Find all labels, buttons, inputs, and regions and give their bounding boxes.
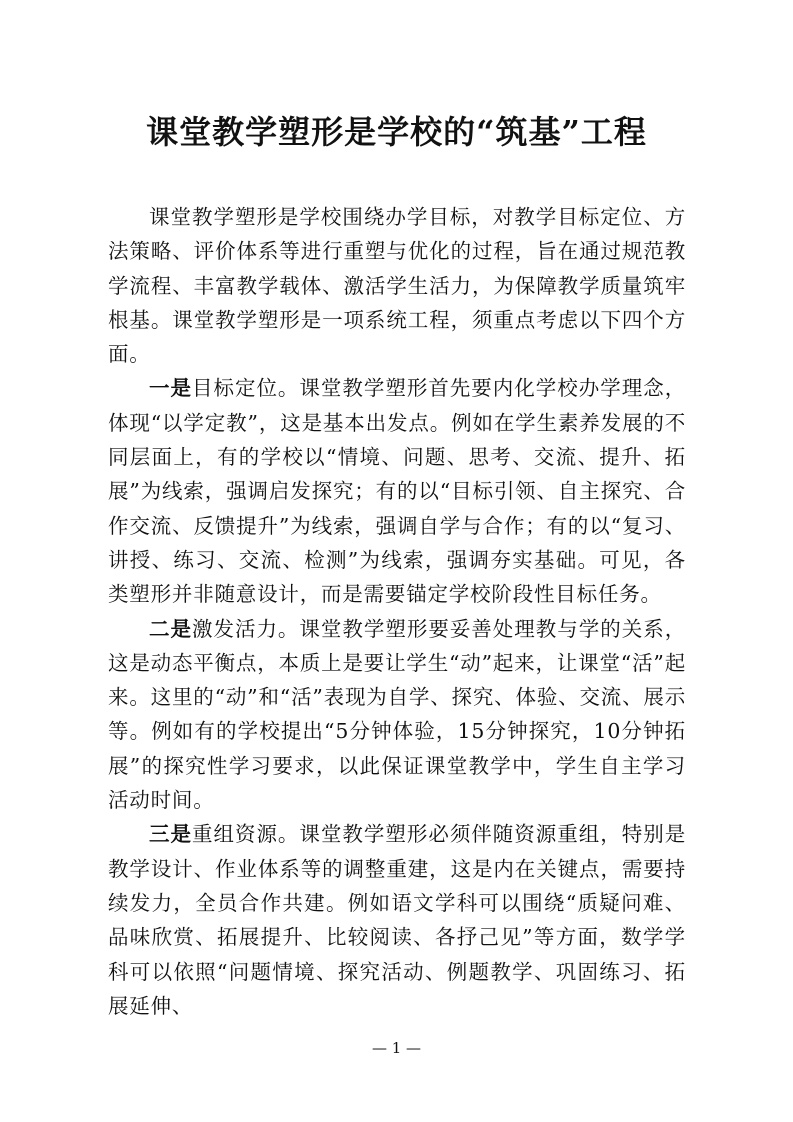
point-paragraph-2 xyxy=(108,612,686,818)
intro-paragraph: 课堂教学塑形是学校围绕办学目标，对教学目标定位、方法策略、评价体系等进行重塑与优化的过程，旨在通过规范教学流程、丰富教学载体、激活学生活力，为保障教学质量筑牢根基。课堂教学塑形是一项系统工程，须重点考虑以下四个方面。 xyxy=(108,205,686,367)
point-text-1: 目标定位。课堂教学塑形首先要内化学校办学理念，体现“以学定教”，这是基本出发点。例如在学生素养发展的不同层面上，有的学校以“情境、问题、思考、交流、提升、拓展”为线索，强调启发探究；有的以“目标引领、自主探究、合作交流、反馈提升”为线索，强调自学与合作；有的以“复习、讲授、练习、交流、检测”为线索，强调夯实基础。可见，各类塑形并非随意设计，而是需要锚定学校阶段性目标任务。 xyxy=(108,376,686,607)
point-text-2: 激发活力。课堂教学塑形要妥善处理教与学的关系，这是动态平衡点，本质上是要让学生“动”起来，让课堂“活”起来。这里的“动”和“活”表现为自学、探究、体验、交流、展示等。例如有的学校提出“5分钟体验，15分钟探究，10分钟拓展”的探究性学习要求，以此保证课堂教学中，学生自主学习活动时间。 xyxy=(108,616,686,813)
document-body xyxy=(108,200,686,1023)
document-title: 课堂教学塑形是学校的“筑基”工程 xyxy=(146,113,647,151)
page-number: — 1 — xyxy=(371,1039,422,1057)
point-lead-2: 二是 xyxy=(149,616,192,641)
point-lead-1: 一是 xyxy=(149,376,192,401)
point-paragraph-3 xyxy=(108,817,686,1023)
point-paragraph-1 xyxy=(108,371,686,611)
point-lead-3: 三是 xyxy=(149,822,192,847)
point-text-3: 重组资源。课堂教学塑形必须伴随资源重组，特别是教学设计、作业体系等的调整重建，这是内在关键点，需要持续发力，全员合作共建。例如语文学科可以围绕“质疑问难、品味欣赏、拓展提升、比较阅读、各抒己见”等方面，数学学科可以依照“问题情境、探究活动、例题教学、巩固练习、拓展延伸、 xyxy=(108,822,686,1018)
